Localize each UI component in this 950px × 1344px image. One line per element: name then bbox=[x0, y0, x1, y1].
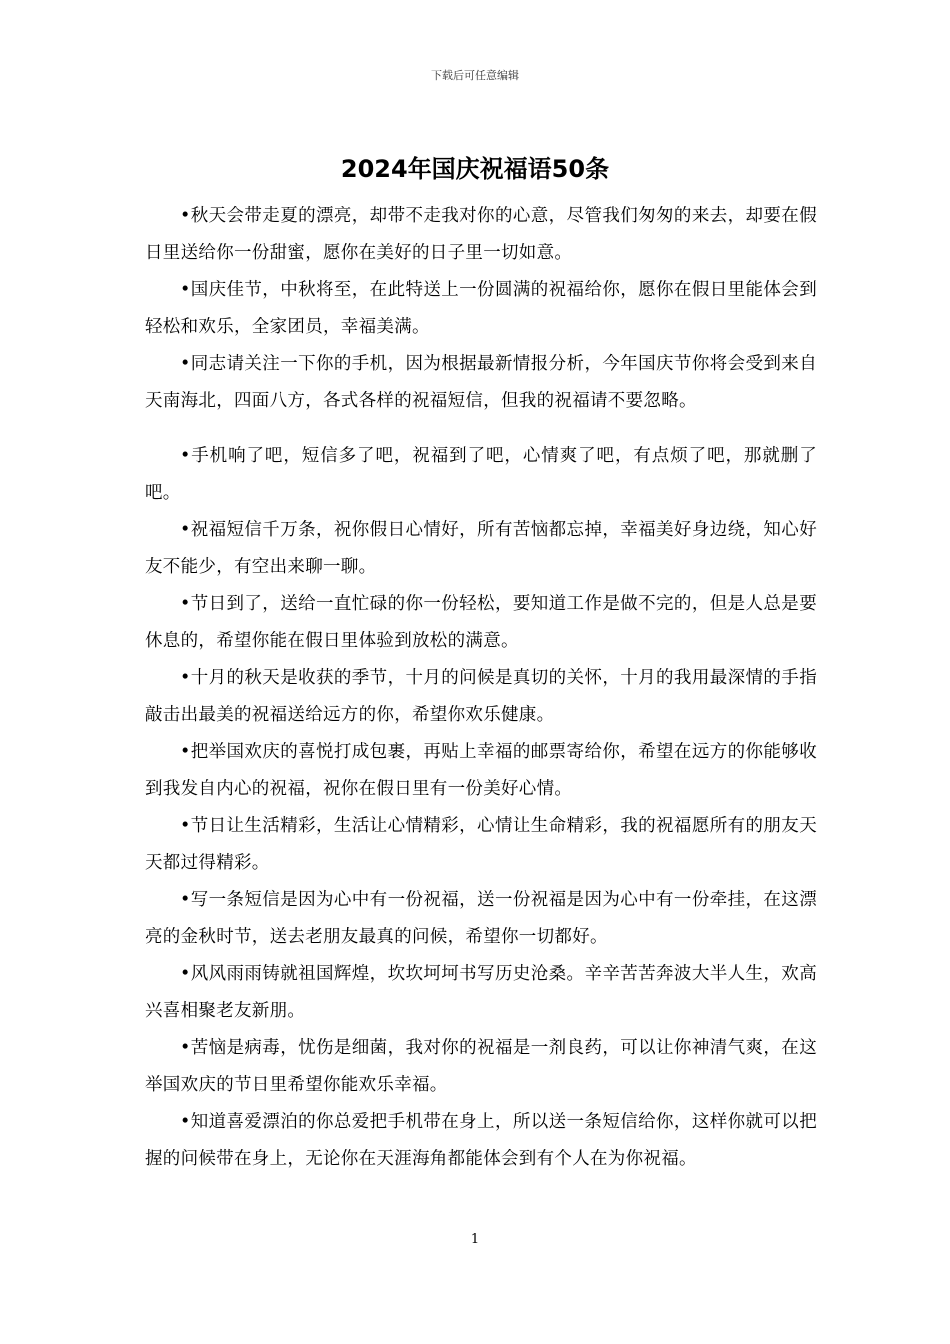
paragraph: •知道喜爱漂泊的你总爱把手机带在身上，所以送一条短信给你，这样你就可以把握的问候带在身上，无论你在天涯海角都能体会到有个人在为你祝福。 bbox=[145, 1112, 817, 1169]
paragraph: •把举国欢庆的喜悦打成包裹，再贴上幸福的邮票寄给你，希望在远方的你能够收到我发自内心的祝福，祝你在假日里有一份美好心情。 bbox=[145, 742, 817, 799]
document-title: 2024年国庆祝福语50条 bbox=[340, 155, 610, 183]
paragraph: •苦恼是病毒，忧伤是细菌，我对你的祝福是一剂良药，可以让你神清气爽，在这举国欢庆的节日里希望你能欢乐幸福。 bbox=[145, 1038, 817, 1095]
paragraph: •十月的秋天是收获的季节，十月的问候是真切的关怀，十月的我用最深情的手指敲击出最美的祝福送给远方的你，希望你欢乐健康。 bbox=[145, 668, 817, 725]
paragraph: •秋天会带走夏的漂亮，却带不走我对你的心意，尽管我们匆匆的来去，却要在假日里送给你一份甜蜜，愿你在美好的日子里一切如意。 bbox=[145, 206, 817, 263]
page-number: 1 bbox=[470, 1232, 480, 1247]
paragraph: •国庆佳节，中秋将至，在此特送上一份圆满的祝福给你，愿你在假日里能体会到轻松和欢乐，全家团员，幸福美满。 bbox=[145, 280, 817, 337]
page-header: 下载后可任意编辑 bbox=[431, 69, 519, 82]
paragraph: •写一条短信是因为心中有一份祝福，送一份祝福是因为心中有一份牵挂，在这漂亮的金秋时节，送去老朋友最真的问候，希望你一切都好。 bbox=[145, 890, 817, 947]
paragraph: •同志请关注一下你的手机，因为根据最新情报分析，今年国庆节你将会受到来自天南海北，四面八方，各式各样的祝福短信，但我的祝福请不要忽略。 bbox=[145, 354, 817, 411]
paragraph: •节日让生活精彩，生活让心情精彩，心情让生命精彩，我的祝福愿所有的朋友天天都过得精彩。 bbox=[145, 816, 817, 873]
paragraph: •节日到了，送给一直忙碌的你一份轻松，要知道工作是做不完的，但是人总是要休息的，希望你能在假日里体验到放松的满意。 bbox=[145, 594, 817, 651]
paragraph: •手机响了吧，短信多了吧，祝福到了吧，心情爽了吧，有点烦了吧，那就删了吧。 bbox=[145, 446, 817, 503]
paragraph: •祝福短信千万条，祝你假日心情好，所有苦恼都忘掉，幸福美好身边绕，知心好友不能少，有空出来聊一聊。 bbox=[145, 520, 817, 577]
document-body bbox=[145, 198, 817, 1178]
paragraph: •风风雨雨铸就祖国辉煌，坎坎坷坷书写历史沧桑。辛辛苦苦奔波大半人生，欢高兴喜相聚老友新朋。 bbox=[145, 964, 817, 1021]
